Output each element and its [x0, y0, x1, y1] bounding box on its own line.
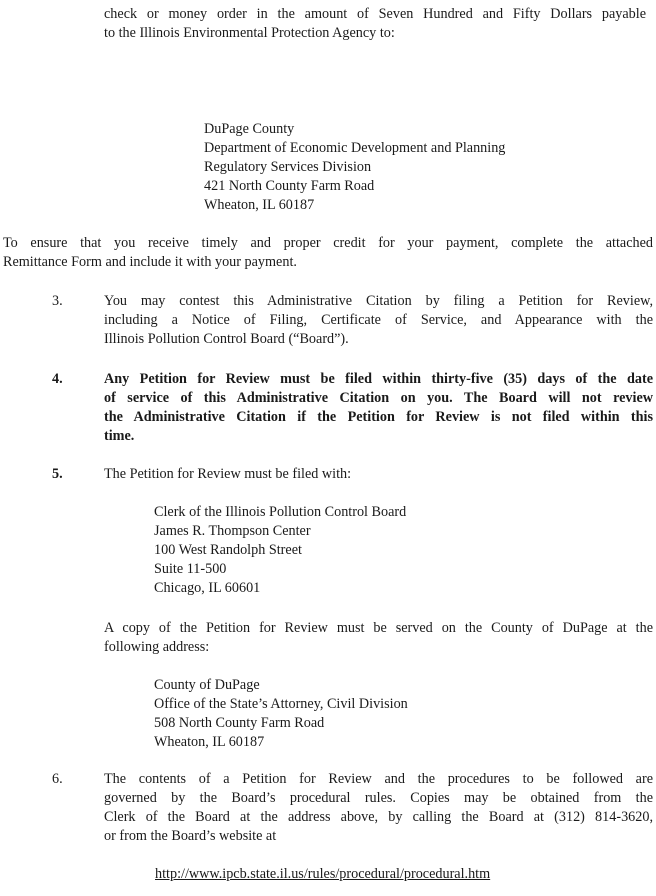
item-3-line-2: including a Notice of Filing, Certificate of Service, and Appearance with the — [104, 312, 653, 328]
intro-line-2: to the Illinois Environmental Protection Agency to: — [104, 25, 395, 41]
copy-line-1: A copy of the Petition for Review must be served on the County of DuPage at the — [104, 620, 653, 636]
address-board-line-3: 100 West Randolph Street — [154, 542, 302, 558]
remit-line-1: To ensure that you receive timely and proper credit for your payment, complete the attached — [3, 235, 653, 251]
address-county-line-4: Wheaton, IL 60187 — [154, 734, 265, 750]
item-4-line-2: of service of this Administrative Citation on you. The Board will not review — [104, 390, 653, 406]
address-epa-line-3: Regulatory Services Division — [204, 159, 372, 175]
board-website-link[interactable]: http://www.ipcb.state.il.us/rules/procedural/procedural.htm — [155, 866, 491, 882]
address-board-line-2: James R. Thompson Center — [154, 523, 311, 539]
item-6-line-2: governed by the Board’s procedural rules. Copies may be obtained from the — [104, 790, 653, 806]
item-5-line-1: The Petition for Review must be filed with: — [104, 466, 352, 482]
address-epa-line-1: DuPage County — [204, 121, 295, 137]
item-5-number: 5. — [52, 466, 63, 482]
address-county-line-2: Office of the State’s Attorney, Civil Division — [154, 696, 408, 712]
item-6-line-4: or from the Board’s website at — [104, 828, 277, 844]
address-epa-line-4: 421 North County Farm Road — [204, 178, 375, 194]
item-4-number: 4. — [52, 371, 63, 387]
item-3-number: 3. — [52, 293, 63, 309]
address-board-line-4: Suite 11-500 — [154, 561, 227, 577]
item-6-line-1: The contents of a Petition for Review and the procedures to be followed are — [104, 771, 653, 787]
address-board-line-1: Clerk of the Illinois Pollution Control Board — [154, 504, 407, 520]
copy-line-2: following address: — [104, 639, 210, 655]
item-4-line-4: time. — [104, 428, 135, 444]
address-epa-line-5: Wheaton, IL 60187 — [204, 197, 315, 213]
intro-line-1: check or money order in the amount of Seven Hundred and Fifty Dollars payable — [104, 6, 646, 22]
remit-line-2: Remittance Form and include it with your payment. — [3, 254, 297, 270]
item-6-line-3: Clerk of the Board at the address above, by calling the Board at (312) 814-3620, — [104, 809, 653, 825]
address-board-line-5: Chicago, IL 60601 — [154, 580, 261, 596]
item-6-number: 6. — [52, 771, 63, 787]
item-4-line-1: Any Petition for Review must be filed within thirty-five (35) days of the date — [104, 371, 653, 387]
item-3-line-1: You may contest this Administrative Citation by filing a Petition for Review, — [104, 293, 653, 309]
item-4-line-3: the Administrative Citation if the Petition for Review is not filed within this — [104, 409, 653, 425]
address-county-line-1: County of DuPage — [154, 677, 260, 693]
address-county-line-3: 508 North County Farm Road — [154, 715, 325, 731]
address-epa-line-2: Department of Economic Development and Planning — [204, 140, 506, 156]
item-3-line-3: Illinois Pollution Control Board (“Board”). — [104, 331, 349, 347]
